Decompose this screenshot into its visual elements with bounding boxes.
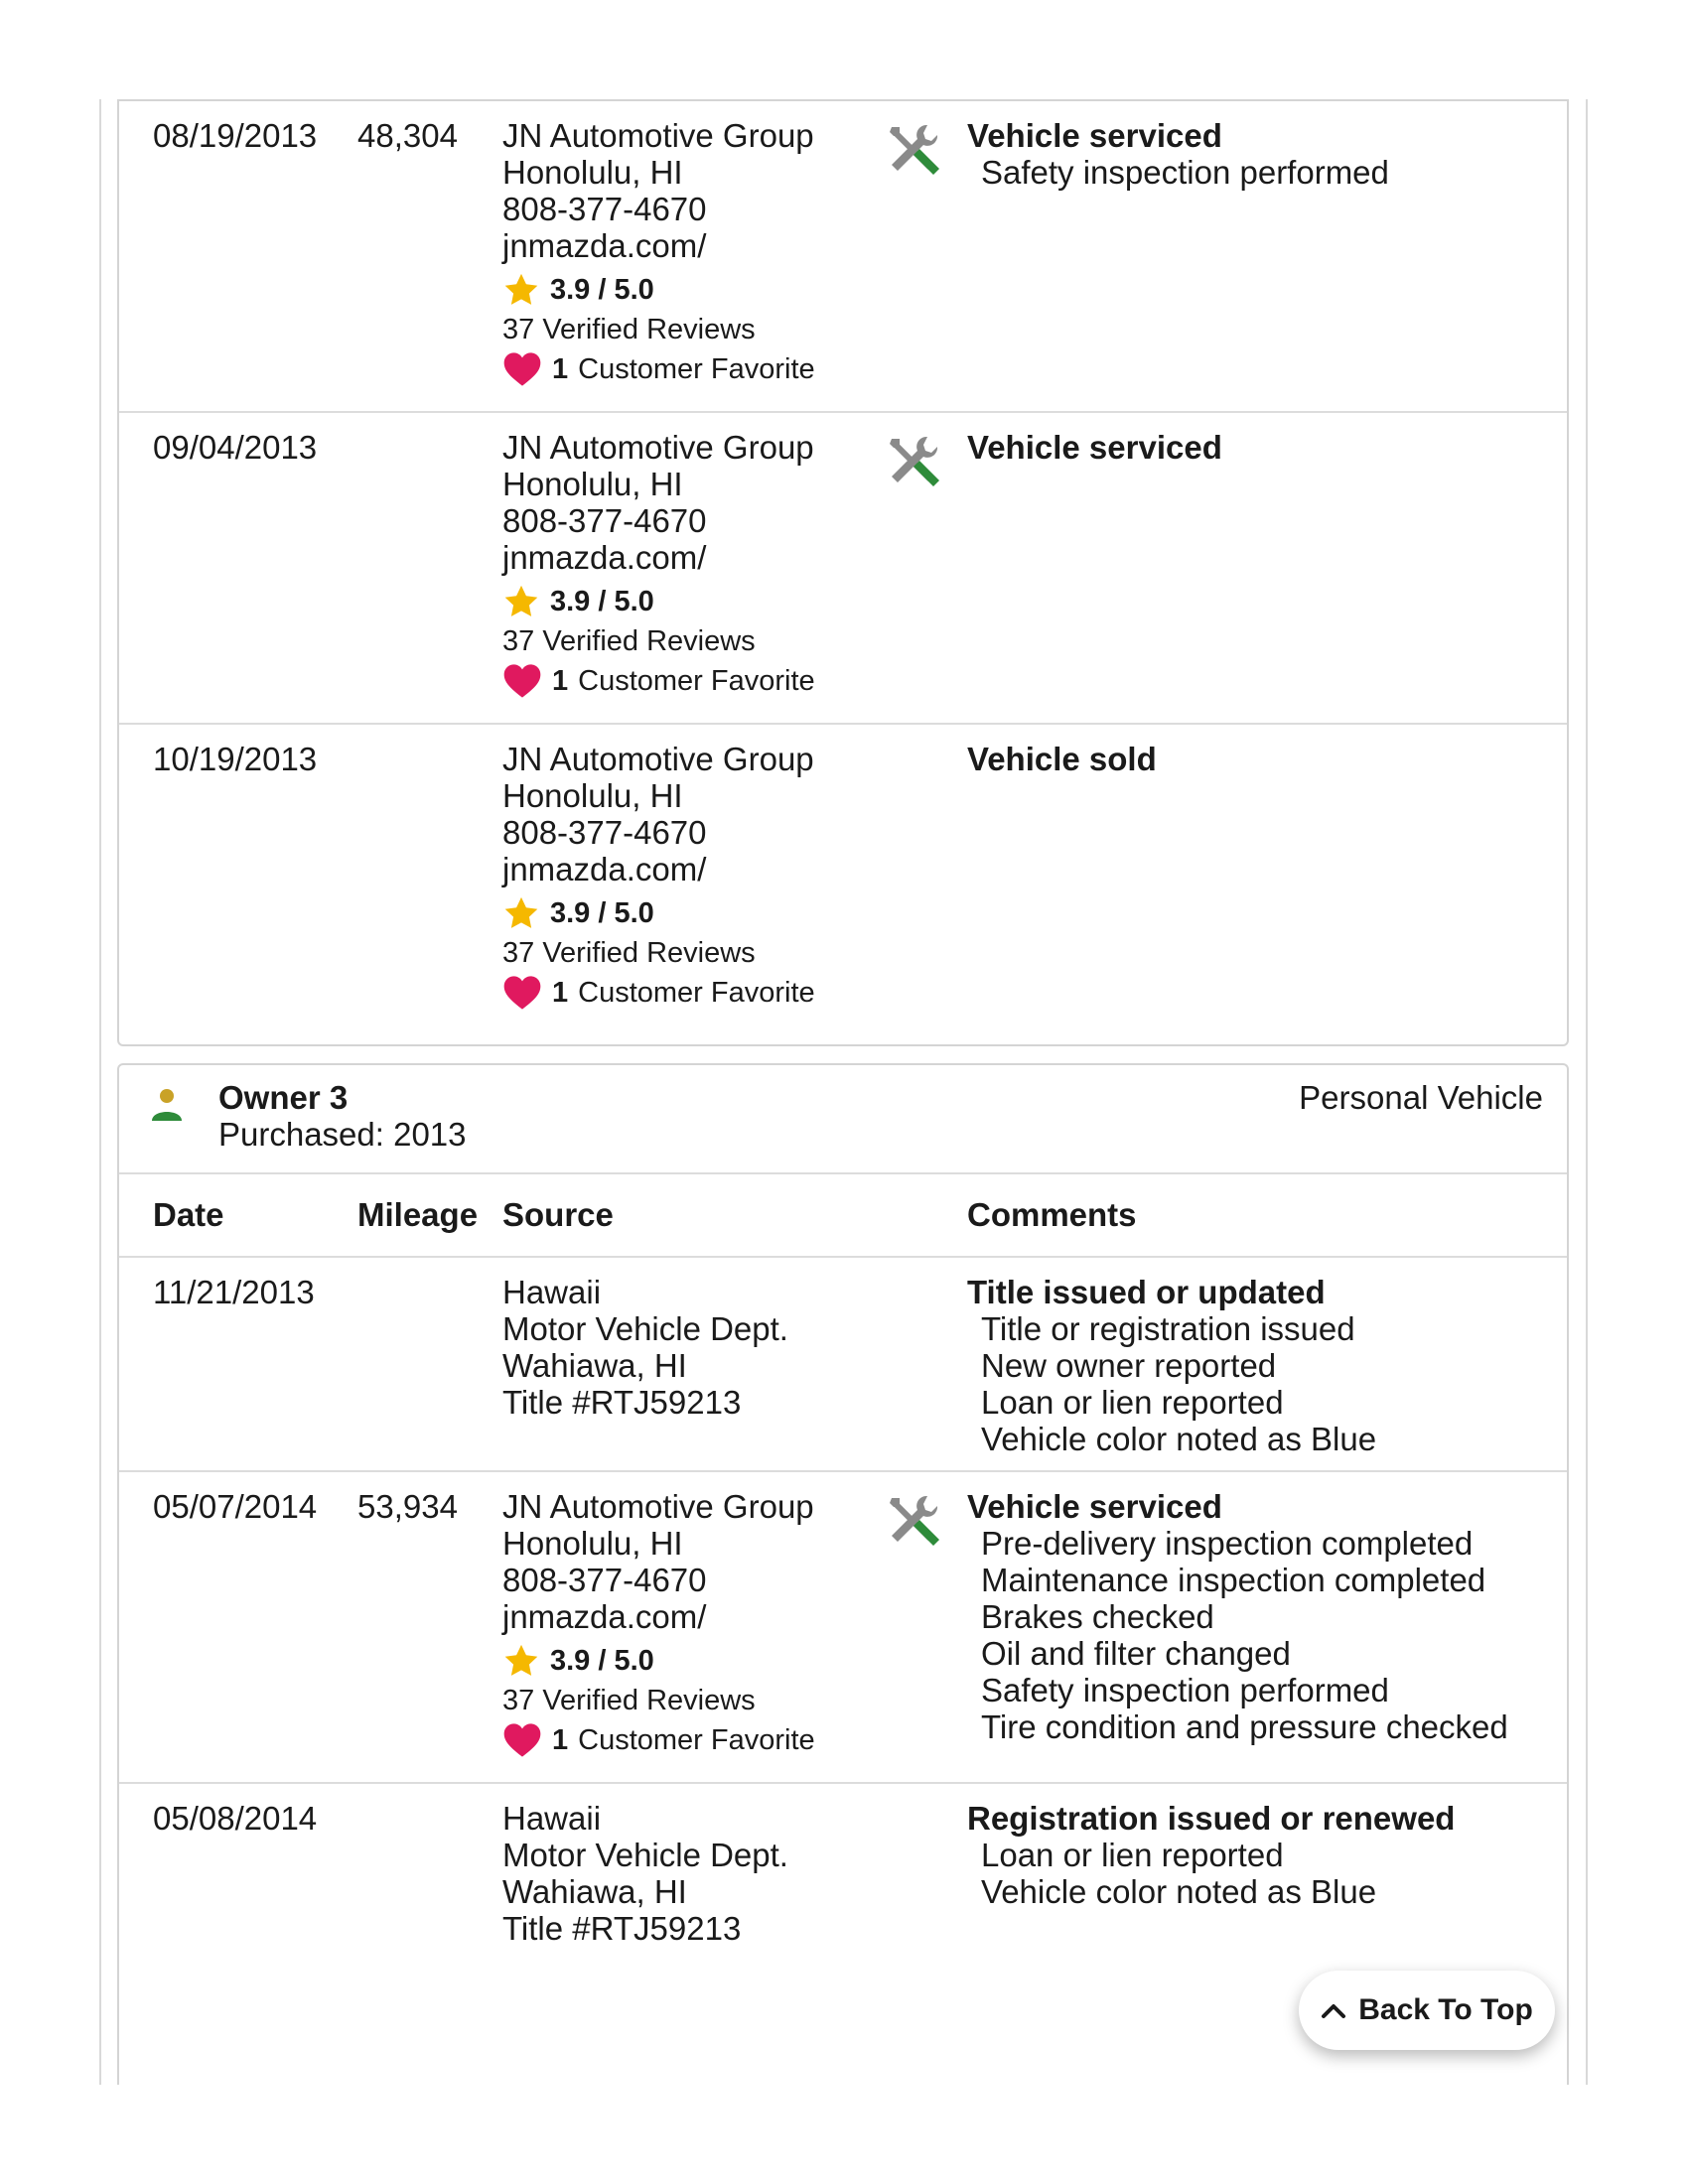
source-line: 808-377-4670 — [502, 1562, 707, 1598]
source-rating — [502, 582, 969, 621]
row-source — [502, 1274, 969, 1421]
person-icon — [149, 1087, 185, 1128]
source-line: JN Automotive Group — [502, 741, 814, 777]
back-to-top-label: Back To Top — [1358, 1993, 1533, 2026]
favorite-count: 1 — [552, 976, 569, 1009]
service-icon-wrap — [884, 121, 943, 181]
source-line: Honolulu, HI — [502, 466, 683, 502]
comment-item: Loan or lien reported — [981, 1384, 1284, 1421]
customer-favorite — [502, 973, 969, 1013]
header-date: Date — [153, 1196, 224, 1233]
comment-item: Maintenance inspection completed — [981, 1562, 1486, 1598]
row-comments — [967, 1274, 1563, 1457]
table-row — [119, 725, 1567, 1044]
wrench-screwdriver-icon — [884, 121, 941, 179]
comment-item: Title or registration issued — [981, 1310, 1355, 1347]
comment-item: Safety inspection performed — [981, 154, 1389, 191]
wrench-screwdriver-icon — [884, 433, 941, 490]
service-icon-wrap — [884, 1492, 943, 1552]
wrench-screwdriver-icon — [884, 1492, 941, 1550]
history-card-owner-3 — [117, 1063, 1569, 2085]
source-website-link[interactable]: jnmazda.com/ — [502, 1598, 707, 1635]
source-line: JN Automotive Group — [502, 429, 814, 466]
heart-icon — [502, 662, 542, 700]
table-row — [119, 1258, 1567, 1472]
favorite-count: 1 — [552, 352, 569, 385]
row-comments — [967, 1488, 1563, 1745]
source-line: 808-377-4670 — [502, 502, 707, 539]
source-line: Honolulu, HI — [502, 777, 683, 814]
heart-icon — [502, 974, 542, 1012]
source-line: Hawaii — [502, 1274, 602, 1310]
row-date: 09/04/2013 — [153, 429, 318, 466]
table-row — [119, 101, 1567, 413]
comment-item: Safety inspection performed — [981, 1672, 1389, 1708]
comment-item: Loan or lien reported — [981, 1837, 1284, 1873]
heart-icon — [502, 350, 542, 388]
comment-title: Vehicle serviced — [967, 1488, 1222, 1525]
source-line: 808-377-4670 — [502, 814, 707, 851]
comment-title: Vehicle sold — [967, 741, 1157, 777]
source-line: Honolulu, HI — [502, 1525, 683, 1562]
source-line: Title #RTJ59213 — [502, 1384, 742, 1421]
chevron-up-icon — [1321, 2001, 1346, 2019]
row-date: 05/07/2014 — [153, 1488, 318, 1525]
owner-purchased: Purchased: 2013 — [218, 1116, 467, 1153]
source-rating — [502, 1641, 969, 1681]
rating-value: 3.9 / 5.0 — [550, 1644, 654, 1677]
table-row — [119, 1472, 1567, 1784]
owner-vehicle-type: Personal Vehicle — [1299, 1079, 1543, 1116]
rating-value: 3.9 / 5.0 — [550, 896, 654, 929]
comment-item: Vehicle color noted as Blue — [981, 1421, 1377, 1457]
row-date: 10/19/2013 — [153, 741, 318, 777]
source-line: Hawaii — [502, 1800, 602, 1837]
heart-icon — [502, 1721, 542, 1759]
table-row — [119, 413, 1567, 725]
comment-item: Pre-delivery inspection completed — [981, 1525, 1474, 1562]
comment-title: Vehicle serviced — [967, 429, 1222, 466]
service-icon-wrap — [884, 433, 943, 492]
favorite-label: Customer Favorite — [578, 664, 815, 697]
verified-reviews-link[interactable]: 37 Verified Reviews — [502, 937, 756, 969]
rating-value: 3.9 / 5.0 — [550, 273, 654, 306]
row-mileage: 53,934 — [357, 1488, 458, 1525]
source-line: JN Automotive Group — [502, 1488, 814, 1525]
source-website-link[interactable]: jnmazda.com/ — [502, 851, 707, 887]
comment-title: Vehicle serviced — [967, 117, 1222, 154]
comment-item: Oil and filter changed — [981, 1635, 1291, 1672]
star-icon — [502, 583, 540, 620]
star-icon — [502, 1642, 540, 1680]
source-line: Wahiawa, HI — [502, 1347, 687, 1384]
source-line: Motor Vehicle Dept. — [502, 1310, 788, 1347]
row-comments — [967, 741, 1563, 777]
source-website-link[interactable]: jnmazda.com/ — [502, 539, 707, 576]
customer-favorite — [502, 661, 969, 701]
comment-item: New owner reported — [981, 1347, 1277, 1384]
favorite-count: 1 — [552, 1723, 569, 1756]
header-mileage: Mileage — [357, 1196, 479, 1233]
star-icon — [502, 894, 540, 932]
verified-reviews-link[interactable]: 37 Verified Reviews — [502, 625, 756, 657]
row-source — [502, 1800, 969, 1947]
row-date: 11/21/2013 — [153, 1274, 315, 1310]
owner-header — [119, 1065, 1567, 1174]
page-frame-right — [1586, 99, 1588, 2085]
source-line: JN Automotive Group — [502, 117, 814, 154]
row-mileage: 48,304 — [357, 117, 458, 154]
source-rating — [502, 270, 969, 310]
source-line: Title #RTJ59213 — [502, 1910, 742, 1947]
row-comments — [967, 429, 1563, 466]
favorite-count: 1 — [552, 664, 569, 697]
header-source: Source — [502, 1196, 614, 1233]
star-icon — [502, 271, 540, 309]
comment-title: Registration issued or renewed — [967, 1800, 1456, 1837]
row-source — [502, 741, 969, 1013]
source-line: Motor Vehicle Dept. — [502, 1837, 788, 1873]
rating-value: 3.9 / 5.0 — [550, 585, 654, 617]
row-date: 05/08/2014 — [153, 1800, 318, 1837]
owner-name: Owner 3 — [218, 1079, 349, 1116]
source-line: 808-377-4670 — [502, 191, 707, 227]
row-date: 08/19/2013 — [153, 117, 318, 154]
back-to-top-button[interactable] — [1299, 1971, 1555, 2050]
favorite-label: Customer Favorite — [578, 976, 815, 1009]
customer-favorite — [502, 1720, 969, 1760]
source-website-link[interactable]: jnmazda.com/ — [502, 227, 707, 264]
comment-item: Tire condition and pressure checked — [981, 1708, 1508, 1745]
header-comments: Comments — [967, 1196, 1137, 1233]
table-header — [119, 1174, 1567, 1258]
favorite-label: Customer Favorite — [578, 352, 815, 385]
comment-title: Title issued or updated — [967, 1274, 1326, 1310]
favorite-label: Customer Favorite — [578, 1723, 815, 1756]
source-line: Honolulu, HI — [502, 154, 683, 191]
page-frame-left — [99, 99, 101, 2085]
verified-reviews-link[interactable]: 37 Verified Reviews — [502, 1685, 756, 1716]
source-rating — [502, 893, 969, 933]
source-line: Wahiawa, HI — [502, 1873, 687, 1910]
verified-reviews-link[interactable]: 37 Verified Reviews — [502, 314, 756, 345]
row-comments — [967, 1800, 1563, 1910]
row-comments — [967, 117, 1563, 191]
history-card-previous-owner — [117, 99, 1569, 1046]
comment-item: Brakes checked — [981, 1598, 1214, 1635]
comment-item: Vehicle color noted as Blue — [981, 1873, 1377, 1910]
customer-favorite — [502, 349, 969, 389]
